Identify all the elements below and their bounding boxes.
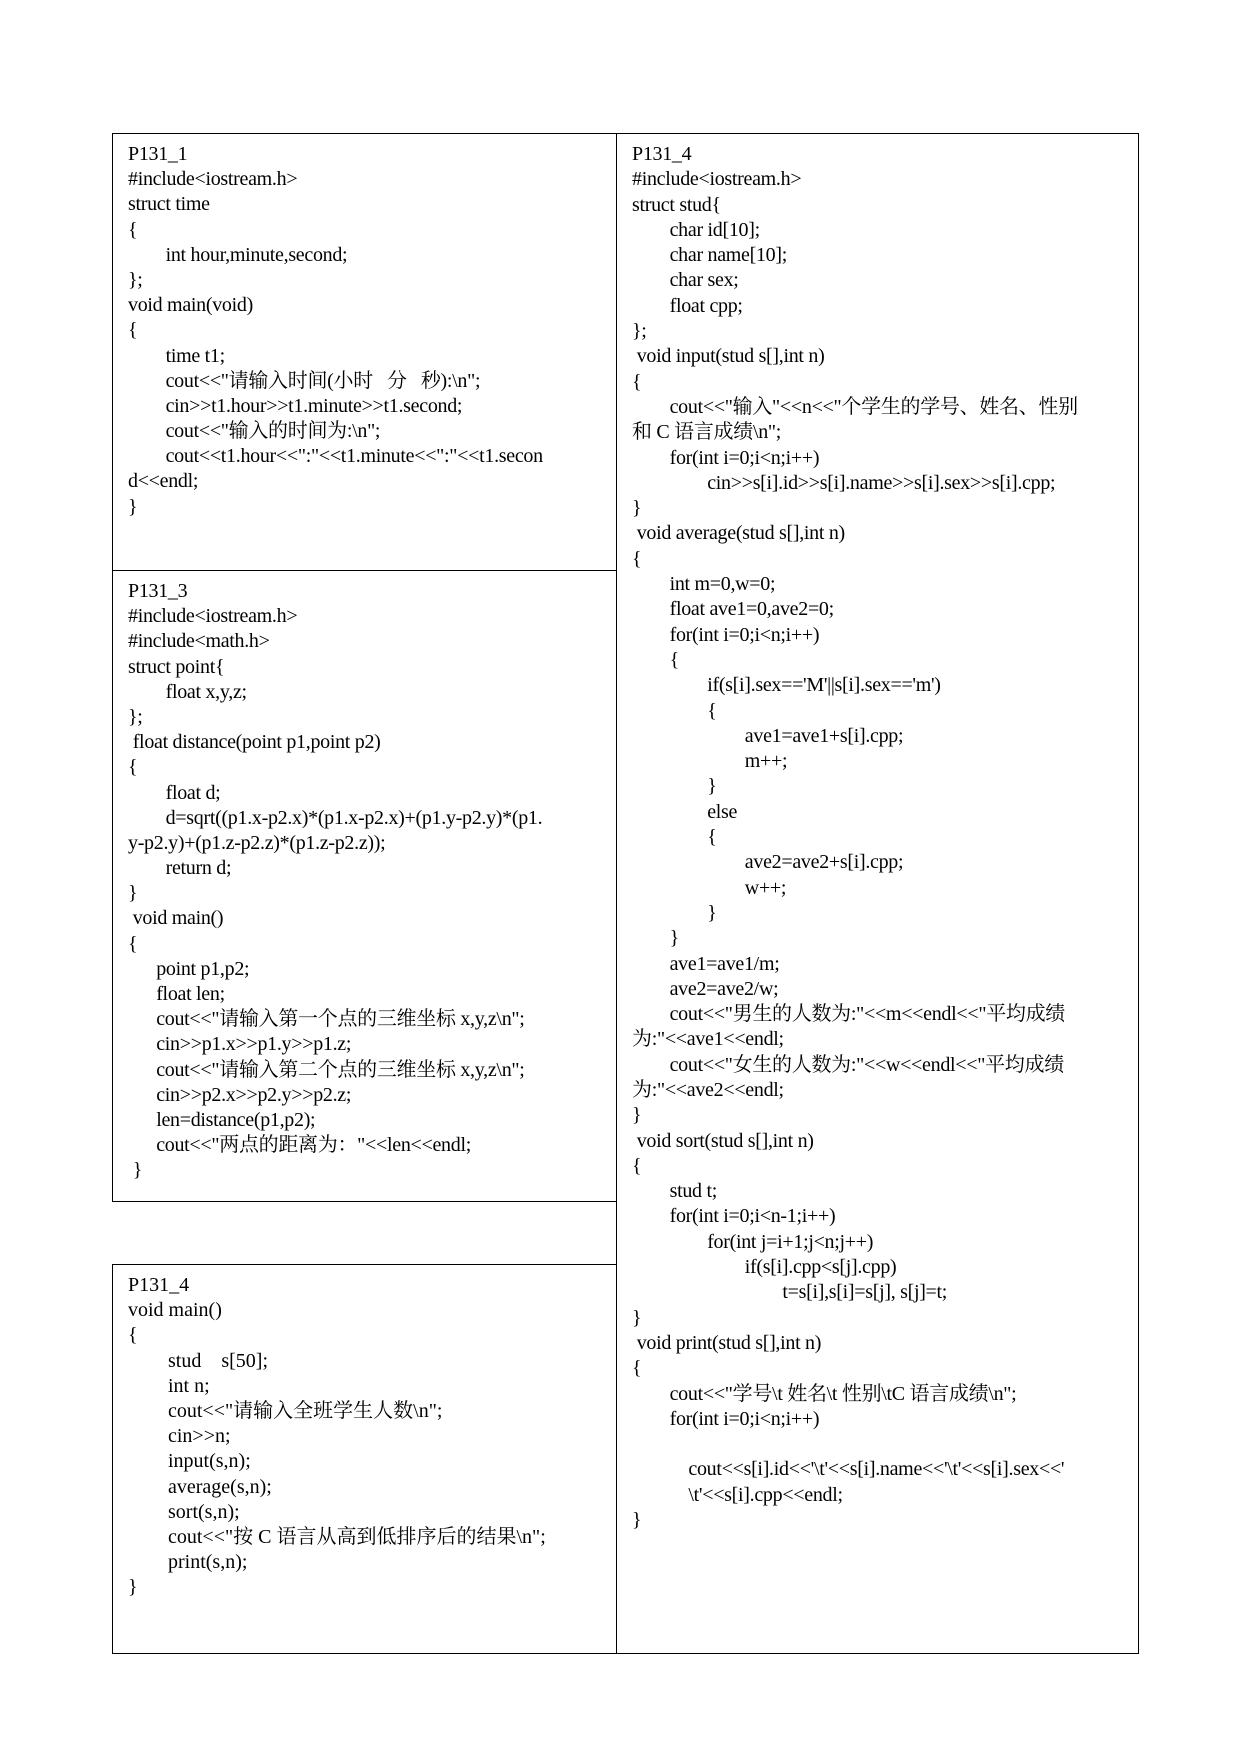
code-line: void sort(stud s[],int n) [632,1129,814,1152]
code-line: } [632,1104,642,1127]
code-line: } [632,497,642,520]
code-line: for(int j=i+1;j<n;j++) [632,1230,874,1253]
code-line: P131_4 [128,1274,190,1296]
code-line: d=sqrt((p1.x-p2.x)*(p1.x-p2.x)+(p1.y-p2.y)*(p1. [128,806,543,829]
code-line: void main() [128,907,224,930]
code-line: for(int i=0;i<n;i++) [632,1407,820,1430]
code-line: for(int i=0;i<n-1;i++) [632,1205,836,1228]
code-line: float ave1=0,ave2=0; [632,598,834,621]
code-line: { [632,547,642,570]
code-line: { [632,1357,642,1380]
code-line [632,1432,1130,1457]
code-line: time t1; [128,344,225,367]
code-line: input(s,n); [128,1450,251,1473]
code-line: } [632,927,679,950]
code-line: point p1,p2; [128,957,250,980]
code-line: { [128,1324,138,1347]
code-line: void main(void) [128,294,253,317]
code-line: { [128,319,138,342]
code-line: ave2=ave2+s[i].cpp; [632,851,904,874]
code-line: struct stud{ [632,193,721,216]
code-line: cin>>t1.hour>>t1.minute>>t1.second; [128,394,463,417]
code-line: if(s[i].sex=='M'||s[i].sex=='m') [632,674,941,697]
code-line: cout<<"请输入第二个点的三维坐标 x,y,z\n"; [128,1058,525,1081]
code-line: float d; [128,781,221,804]
code-line: w++; [632,876,787,899]
code-line: struct point{ [128,655,225,678]
code-line: #include<math.h> [128,630,270,653]
code-line: 为:"<<ave2<<endl; [632,1078,784,1101]
code-line: char sex; [632,269,739,292]
code-line: int m=0,w=0; [632,573,776,596]
code-line: } [128,1576,138,1599]
code-line: cout<<t1.hour<<":"<<t1.minute<<":"<<t1.secon [128,445,543,468]
code-line: #include<iostream.h> [632,168,802,191]
code-line: char id[10]; [632,218,760,241]
code-line: cout<<"学号\t 姓名\t 性别\tC 语言成绩\n"; [632,1382,1017,1405]
code-line: { [128,756,138,779]
code-line: \t'<<s[i].cpp<<endl; [632,1483,843,1506]
code-line: else [632,800,738,823]
code-line: } [632,1509,642,1532]
code-line: average(s,n); [128,1475,272,1498]
code-line: { [128,218,138,241]
code-line: 为:"<<ave1<<endl; [632,1028,784,1051]
code-line: } [632,901,717,924]
code-lines [632,142,1130,1533]
code-line: void average(stud s[],int n) [632,522,845,545]
code-line: cout<<"请输入时间(小时 分 秒):\n"; [128,369,481,392]
code-line: }; [128,705,143,728]
code-line: P131_1 [128,143,188,165]
code-line: #include<iostream.h> [128,605,298,628]
code-block-p131-4 [616,133,1139,1654]
code-line: void main() [128,1299,222,1322]
code-line: for(int i=0;i<n;i++) [632,446,820,469]
code-line: cout<<"两点的距离为："<<len<<endl; [128,1134,471,1157]
code-line: }; [128,268,143,291]
code-line: stud t; [632,1180,717,1203]
code-line: { [128,932,138,955]
code-line: float cpp; [632,294,743,317]
code-line: t=s[i],s[i]=s[j], s[j]=t; [632,1281,948,1304]
code-line: float distance(point p1,point p2) [128,731,381,754]
code-line: cout<<"按 C 语言从高到低排序后的结果\n"; [128,1525,546,1548]
code-lines [128,1273,609,1600]
code-line: cin>>n; [128,1425,231,1448]
code-line: if(s[i].cpp<s[j].cpp) [632,1256,897,1279]
code-line: cin>>p2.x>>p2.y>>p2.z; [128,1083,352,1106]
code-line: m++; [632,750,788,773]
code-line: for(int i=0;i<n;i++) [632,623,820,646]
code-line: y-p2.y)+(p1.z-p2.z)*(p1.z-p2.z)); [128,831,386,854]
code-line: { [632,370,642,393]
code-line: ave1=ave1/m; [632,952,780,975]
code-line: char name[10]; [632,244,788,267]
code-line: sort(s,n); [128,1500,240,1523]
code-line: cin>>p1.x>>p1.y>>p1.z; [128,1033,352,1056]
code-line: { [632,648,679,671]
code-line: }; [632,320,647,343]
code-line: void print(stud s[],int n) [632,1331,822,1354]
code-line: ave1=ave1+s[i].cpp; [632,724,904,747]
code-line: cout<<s[i].id<<'\t'<<s[i].name<<'\t'<<s[i].sex<<' [632,1458,1065,1481]
code-line: cout<<"女生的人数为:"<<w<<endl<<"平均成绩 [632,1053,1064,1076]
code-line: cin>>s[i].id>>s[i].name>>s[i].sex>>s[i].cpp; [632,471,1056,494]
code-line: cout<<"请输入全班学生人数\n"; [128,1399,443,1422]
code-line: } [632,1306,642,1329]
code-line: print(s,n); [128,1551,248,1574]
code-line: struct time [128,193,210,216]
code-line: } [128,495,138,518]
code-block-p131-4-main [112,1264,618,1654]
code-line: stud s[50]; [128,1349,268,1372]
code-line: { [632,699,717,722]
code-line: cout<<"输入的时间为:\n"; [128,420,381,443]
code-line: return d; [128,857,232,880]
code-line: #include<iostream.h> [128,168,298,191]
code-lines [128,142,609,520]
code-line: ave2=ave2/w; [632,977,779,1000]
code-block-p131-1 [112,133,618,571]
code-line: cout<<"输入"<<n<<"个学生的学号、姓名、性别 [632,395,1078,418]
code-lines [128,579,609,1184]
code-line: d<<endl; [128,470,199,493]
code-block-p131-3 [112,570,618,1202]
code-line: { [632,826,717,849]
code-line: int hour,minute,second; [128,243,348,266]
code-line: { [632,1154,642,1177]
code-line: } [632,775,717,798]
code-line: float x,y,z; [128,680,247,703]
code-line: int n; [128,1374,210,1397]
code-line: len=distance(p1,p2); [128,1108,316,1131]
code-line: P131_3 [128,580,188,602]
code-line: } [128,882,138,905]
code-line: P131_4 [632,143,692,165]
code-line: } [128,1159,142,1182]
code-line: cout<<"请输入第一个点的三维坐标 x,y,z\n"; [128,1008,525,1031]
code-line: void input(stud s[],int n) [632,345,825,368]
code-line: cout<<"男生的人数为:"<<m<<endl<<"平均成绩 [632,1003,1066,1026]
code-line: 和 C 语言成绩\n"; [632,421,782,444]
code-line: float len; [128,983,225,1005]
